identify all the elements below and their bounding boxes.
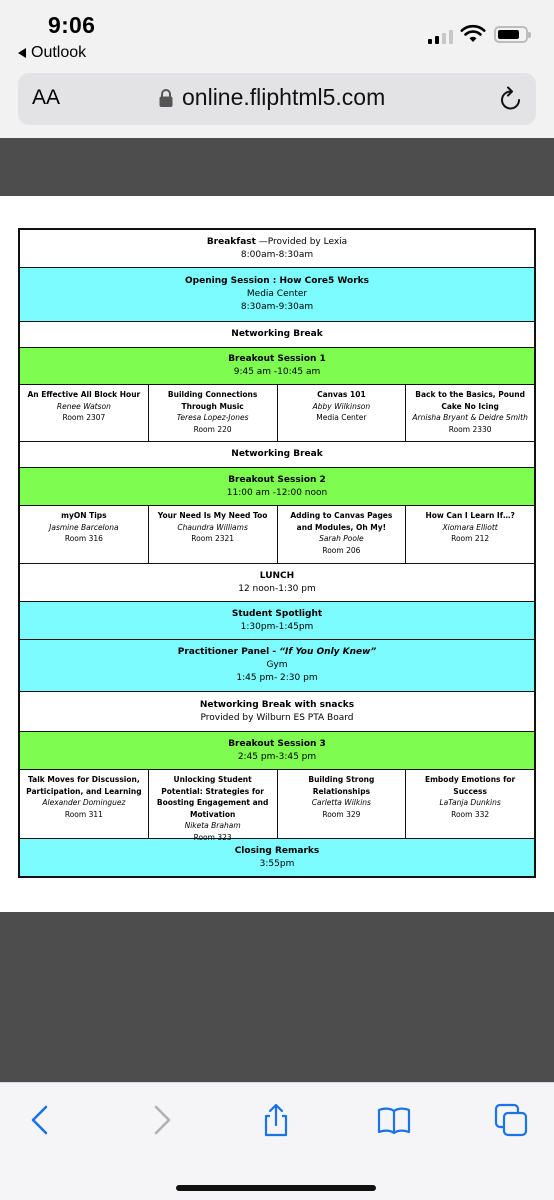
opening-location: Media Center [246,289,308,299]
session-room: Room 311 [64,809,103,819]
session-title: How Can I Learn If…? [425,511,515,520]
networking-break-title: Networking Break [231,449,323,459]
session-room: Room 316 [64,534,103,543]
tabs-icon[interactable] [494,1103,528,1137]
session-cell [405,385,534,441]
networking-snacks-provider: Provided by Wilburn ES PTA Board [200,712,354,723]
panel-location: Gym [266,660,288,670]
session-presenter: Niketa Braham [184,821,241,830]
session-title: Talk Moves for Discussion, Participation, and Learning [26,775,142,796]
session-room: Room 323 [193,832,232,842]
session-title: Back to the Basics, Pound Cake No Icing [415,390,525,411]
session-room: Room 212 [451,534,490,543]
opening-session-row [20,267,534,321]
closing-title: Closing Remarks [234,845,320,856]
breakout-3-sessions [20,769,534,842]
session-presenter: LaTanja Dunkins [439,798,501,807]
browser-toolbar [0,1082,554,1200]
session-room: Room 2330 [448,424,492,434]
session-presenter: Abby Wilkinson [312,401,371,411]
back-icon[interactable] [24,1103,58,1137]
breakout-1-time: 9:45 am -10:45 am [233,367,321,377]
session-cell [405,506,534,563]
session-room: Room 220 [193,424,232,434]
session-presenter: Alexander Dominguez [42,798,126,807]
breakout-2-time: 11:00 am -12:00 noon [226,487,328,498]
breakout-1-title: Breakout Session 1 [228,354,326,364]
session-room: Room 2321 [191,534,235,543]
breakout-3-header [20,731,534,769]
session-presenter: Teresa Lopez-Jones [176,413,249,422]
breakout-2-header [20,467,534,505]
session-presenter: Carletta Wilkins [311,798,371,807]
viewer-background-bottom [0,912,554,1082]
session-presenter: Renee Watson [56,401,111,411]
networking-snacks-title: Networking Break with snacks [199,699,355,710]
session-cell [405,770,534,838]
text-size-button[interactable] [32,86,60,110]
back-app-label: Outlook [31,44,87,61]
spotlight-time: 1:30pm-1:45pm [240,621,314,632]
session-room: Room 206 [322,545,361,555]
panel-title: Practitioner Panel - [177,647,280,657]
lunch-row [20,563,534,601]
session-title: Building Strong Relationships [308,775,375,796]
reload-icon[interactable] [498,85,524,113]
status-time: 9:06 [48,12,96,38]
session-title: An Effective All Block Hour [27,390,141,399]
networking-break-row [20,321,534,347]
cellular-signal-icon [428,28,453,44]
session-title: Building Connections Through Music [167,390,258,411]
session-title: Adding to Canvas Pages and Modules, Oh My! [290,511,393,532]
networking-snacks-row [20,691,534,731]
closing-remarks-row [20,838,534,876]
wifi-icon [460,24,486,44]
session-cell [20,506,148,563]
session-presenter: Xiomara Elliott [442,522,498,532]
session-room: Room 2307 [62,413,106,422]
networking-break-row [20,441,534,467]
share-icon[interactable] [259,1103,293,1137]
opening-title: Opening Session : How Core5 Works [185,276,369,286]
breakfast-time: 8:00am-8:30am [240,249,314,260]
session-presenter: Arnisha Bryant & Deidre Smith [412,413,528,422]
session-cell [277,770,406,838]
url-text[interactable]: online.fliphtml5.com [182,84,386,110]
session-room: Media Center [316,413,367,422]
breakfast-provider: —Provided by Lexia [255,236,348,247]
breakfast-title: Breakfast [206,236,256,247]
back-triangle-icon [18,48,26,58]
session-room: Room 332 [451,809,490,819]
schedule-table [18,228,536,878]
session-title: Canvas 101 [317,390,366,399]
breakout-3-time: 2:45 pm-3:45 pm [237,751,317,762]
practitioner-panel-row [20,639,534,691]
session-cell [148,770,277,842]
forward-icon[interactable] [144,1103,178,1137]
panel-quote: “If You Only Knew” [279,647,377,657]
lunch-time: 12 noon-1:30 pm [238,583,316,594]
opening-time: 8:30am-9:30am [240,302,314,312]
session-cell [20,385,148,441]
breakout-2-sessions [20,505,534,563]
session-title: Unlocking Student Potential: Strategies for Boosting Engagement and Motivation [156,775,269,819]
session-presenter: Sarah Poole [319,534,364,543]
home-indicator[interactable] [176,1185,376,1191]
student-spotlight-row [20,601,534,639]
bookmarks-icon[interactable] [377,1103,411,1137]
battery-fill [498,30,519,39]
networking-break-title: Networking Break [231,329,323,339]
session-cell [148,506,277,563]
address-bar[interactable] [18,73,536,125]
session-cell [277,506,406,563]
battery-icon [494,26,528,43]
breakout-2-title: Breakout Session 2 [228,474,326,485]
text-size-label: AA [32,86,61,109]
session-presenter: Jasmine Barcelona [49,522,119,532]
breakout-1-sessions [20,384,534,441]
session-title: Embody Emotions for Success [424,775,516,796]
session-cell [20,770,148,838]
status-bar [0,0,554,70]
closing-time: 3:55pm [259,858,295,869]
session-cell [148,385,277,441]
spotlight-title: Student Spotlight [231,608,323,619]
session-title: Your Need Is My Need Too [157,511,268,520]
session-cell [277,385,406,441]
panel-time: 1:45 pm- 2:30 pm [236,673,318,683]
session-presenter: Chaundra Williams [177,522,248,532]
breakout-1-header [20,347,534,384]
lunch-title: LUNCH [259,570,295,581]
back-to-app-button[interactable] [18,44,86,62]
session-title: myON Tips [61,511,107,520]
breakfast-row [20,230,534,267]
lock-icon [158,88,174,108]
breakout-3-title: Breakout Session 3 [228,738,326,749]
viewer-background-top [0,138,554,196]
session-room: Room 329 [322,809,361,819]
